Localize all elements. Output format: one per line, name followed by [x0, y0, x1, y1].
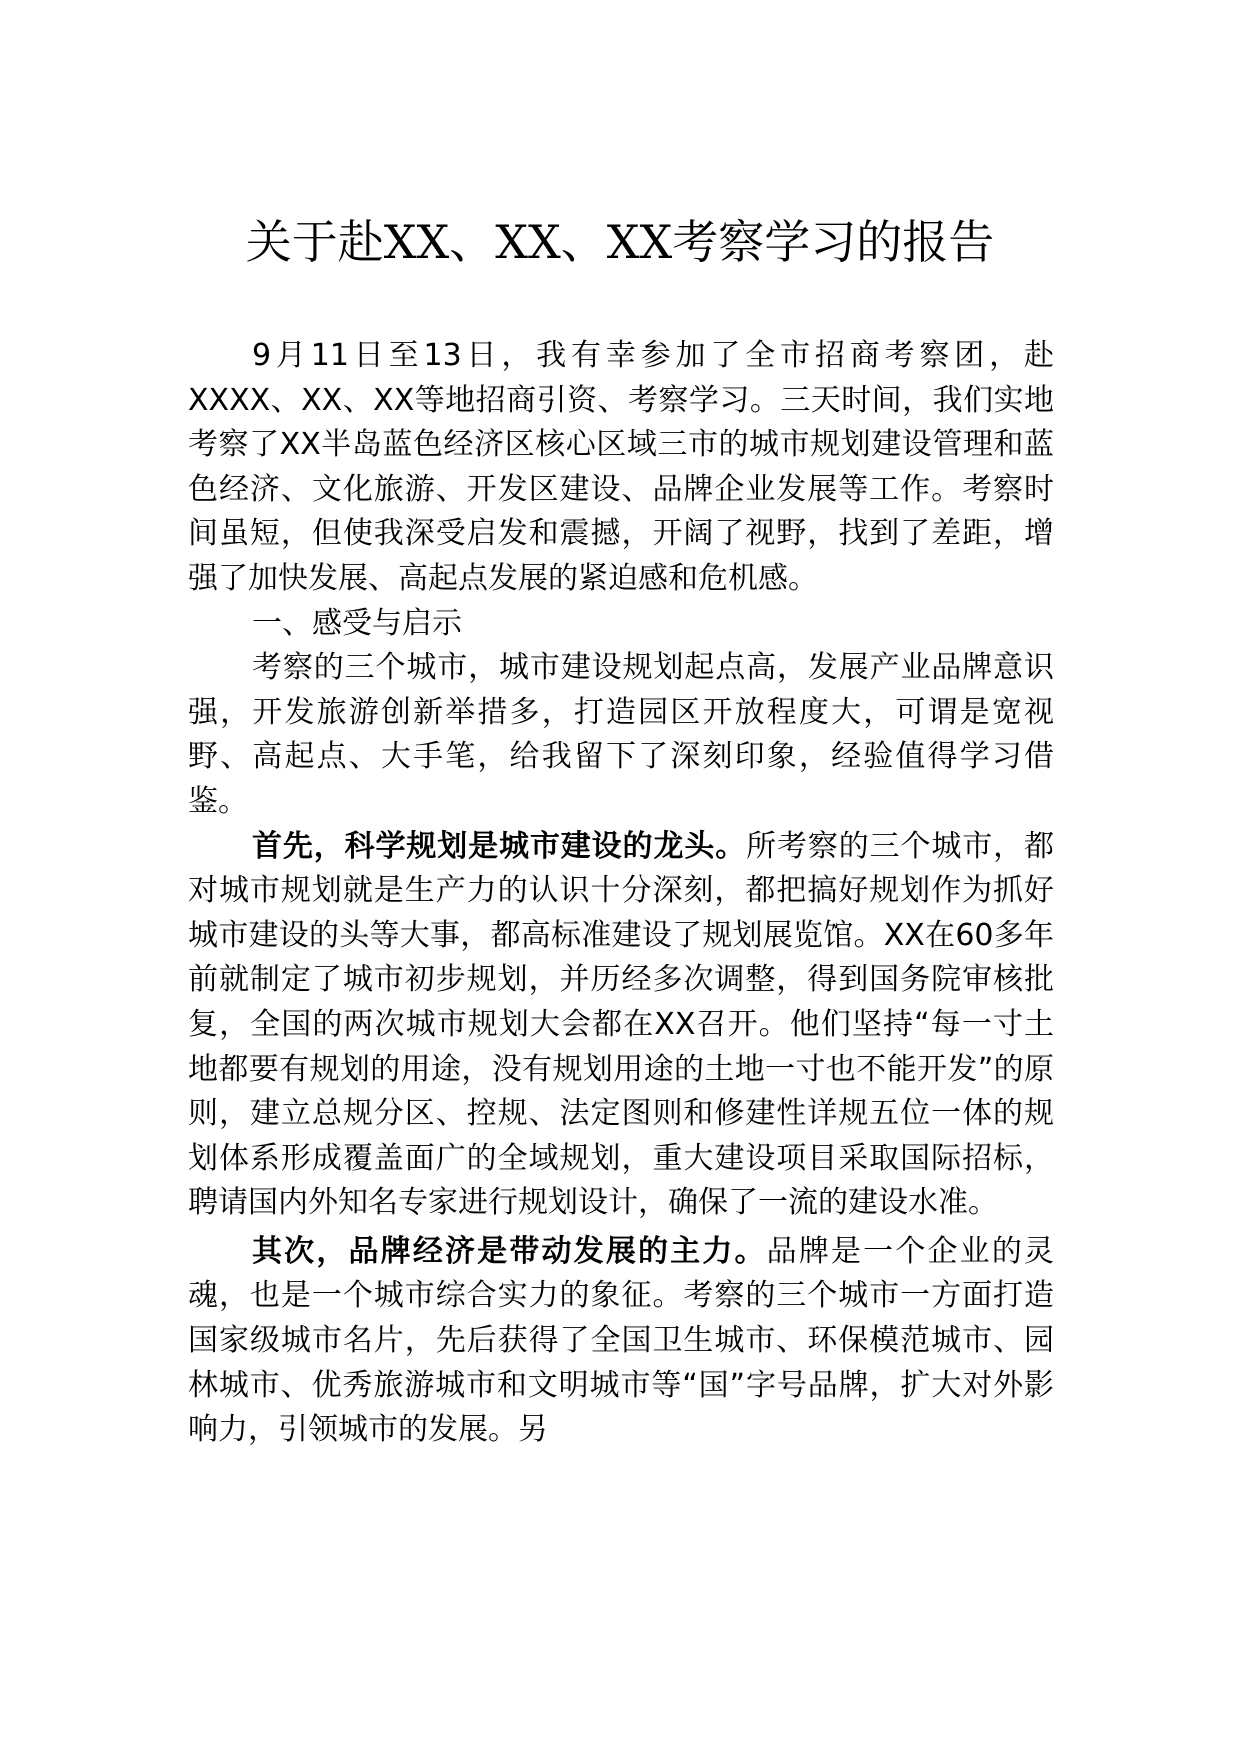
intro-paragraph: 9月11日至13日，我有幸参加了全市招商考察团，赴XXXX、XX、XX等地招商引资、考察学习。三天时间，我们实地考察了XX半岛蓝色经济区核心区域三市的城市规划建设管理和蓝色经济、文化旅游、开发区建设、品牌企业发展等工作。考察时间虽短，但使我深受启发和震撼，开阔了视野，找到了差距，增强了加快发展、高起点发展的紧迫感和危机感。: [188, 338, 1054, 596]
point-two-body: 品牌是一个企业的灵魂，也是一个城市综合实力的象征。考察的三个城市一方面打造国家级城市名片，先后获得了全国卫生城市、环保模范城市、园林城市、优秀旅游城市和文明城市等“国”字号品牌，扩大对外影响力，引领城市的发展。另: [188, 1233, 1055, 1448]
section-heading: 一、感受与启示: [252, 605, 462, 641]
point-two-lead: 其次，品牌经济是带动发展的主力。: [252, 1233, 767, 1269]
point-one-paragraph: [188, 825, 1054, 1226]
section-intro-paragraph: 考察的三个城市，城市建设规划起点高，发展产业品牌意识强，开发旅游创新举措多，打造园区开放程度大，可谓是宽视野、高起点、大手笔，给我留下了深刻印象，经验值得学习借鉴。: [188, 650, 1054, 819]
document-body: [188, 334, 1054, 1453]
point-one-lead: 首先，科学规划是城市建设的龙头。: [252, 828, 747, 864]
document-title: 关于赴XX、XX、XX考察学习的报告: [245, 215, 995, 269]
point-two-paragraph: [188, 1230, 1054, 1453]
point-one-body: 所考察的三个城市，都对城市规划就是生产力的认识十分深刻，都把搞好规划作为抓好城市建设的头等大事，都高标准建设了规划展览馆。XX在60多年前就制定了城市初步规划，并历经多次调整，得到国务院审核批复，全国的两次城市规划大会都在XX召开。他们坚持“每一寸土地都要有规划的用途，没有规划用途的土地一寸也不能开发”的原则，建立总规分区、控规、法定图则和修建性详规五位一体的规划体系形成覆盖面广的全域规划，重大建设项目采取国际招标，聘请国内外知名专家进行规划设计，确保了一流的建设水准。: [188, 828, 1055, 1221]
